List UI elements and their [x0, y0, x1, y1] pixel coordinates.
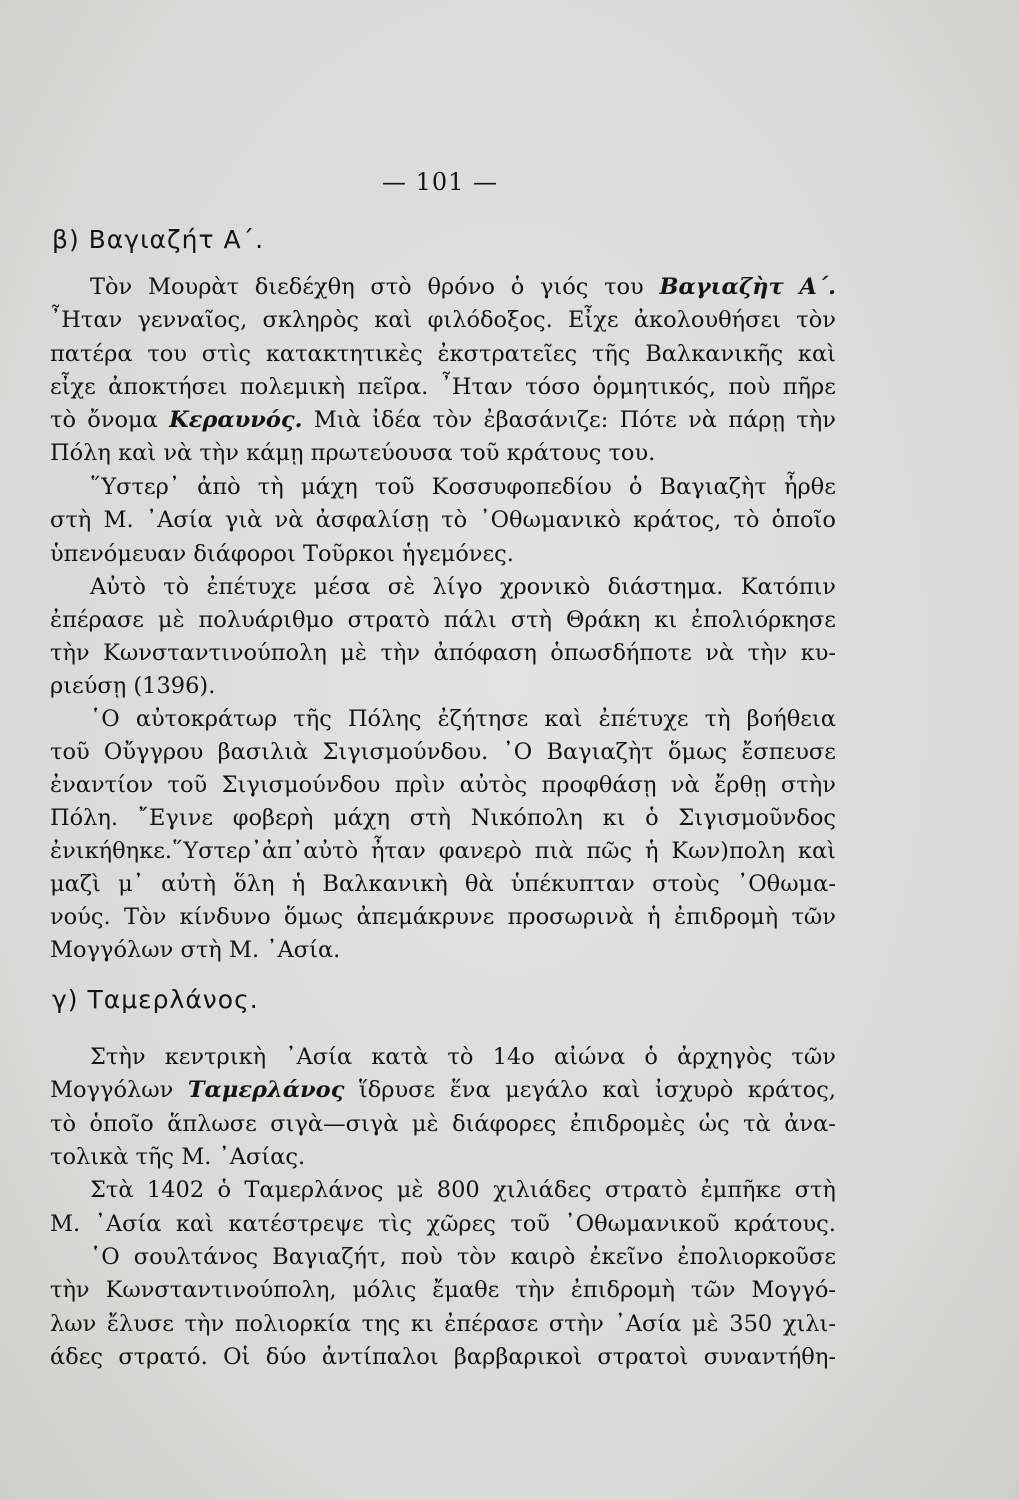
text-line: μαζὶ μ᾽ αὐτὴ ὅλη ἡ Βαλκανικὴ θὰ ὑπέκυπταν στοὺς ᾽Οθωμα- — [50, 871, 836, 897]
text-line: άδες στρατό. Οἱ δύο ἀντίπαλοι βαρβαρικοὶ στρατοὶ συναντήθη- — [50, 1344, 836, 1370]
text-line: ῾Ο σουλτάνος Βαγιαζήτ, ποὺ τὸν καιρὸ ἐκεῖνο ἐπολιορκοῦσε — [90, 1244, 836, 1270]
text-line: εἶχε ἀποκτήσει πολεμικὴ πεῖρα. ῏Ηταν τόσο ὁρμητικός, ποὺ πῆρε — [50, 374, 836, 400]
text-line: τοῦ Οὔγγρου βασιλιὰ Σιγισμούνδου. ᾽Ο Βαγιαζὴτ ὅμως ἔσπευσε — [50, 739, 836, 765]
text-line: ἐνικήθηκε.῞Υστερ᾽ἀπ᾽αὐτὸ ἦταν φανερὸ πιὰ πῶς ἡ Κων)πολη καὶ — [50, 838, 836, 864]
text-line: ῏Ηταν γενναῖος, σκληρὸς καὶ φιλόδοξος. Εἶχε ἀκολουθήσει τὸν — [50, 307, 836, 333]
text-line: Στὴν κεντρικὴ ᾽Ασία κατὰ τὸ 14ο αἰώνα ὁ ἀρχηγὸς τῶν — [90, 1044, 836, 1070]
text-line: ῞Υστερ᾽ ἀπὸ τὴ μάχη τοῦ Κοσσυφοπεδίου ὁ Βαγιαζὴτ ἦρθε — [90, 474, 836, 500]
text-line: Στὰ 1402 ὁ Ταμερλάνος μὲ 800 χιλιάδες στρατὸ ἐμπῆκε στὴ — [90, 1177, 836, 1203]
text-line: Μογγόλων στὴ Μ. ᾽Ασία. — [50, 937, 341, 963]
text-line: νούς. Τὸν κίνδυνο ὅμως ἀπεμάκρυνε προσωρινὰ ἡ ἐπιδρομὴ τῶν — [50, 904, 836, 930]
text-line: τολικὰ τῆς Μ. ᾽Ασίας. — [50, 1144, 306, 1170]
text-line: στὴ Μ. ᾽Ασία γιὰ νὰ ἀσφαλίσῃ τὸ ᾽Οθωμανικὸ κράτος, τὸ ὁποῖο — [50, 507, 836, 533]
page-number: — 101 — — [381, 168, 499, 196]
section-heading-bayezid: β) Βαγιαζήτ Α΄. — [52, 225, 265, 254]
text-line: τὸ ὄνομα Κεραυνός. Μιὰ ἰδέα τὸν ἐβασάνιζε: Πότε νὰ πάρῃ τὴν — [50, 407, 836, 433]
text-line: λων ἔλυσε τὴν πολιορκία της κι ἐπέρασε στὴν ᾽Ασία μὲ 350 χιλι- — [50, 1311, 836, 1337]
section-heading-tamerlane: γ) Ταμερλάνος. — [52, 985, 259, 1014]
text-line: τὴν Κωνσταντινούπολη, μόλις ἔμαθε τὴν ἐπιδρομὴ τῶν Μογγό- — [50, 1277, 836, 1303]
text-line: ῾Ο αὐτοκράτωρ τῆς Πόλης ἐζήτησε καὶ ἐπέτυχε τὴ βοήθεια — [90, 706, 836, 732]
text-line: πατέρα του στὶς κατακτητικὲς ἐκστρατεῖες τῆς Βαλκανικῆς καὶ — [50, 341, 836, 367]
text-line: ριεύσῃ (1396). — [50, 673, 216, 699]
text-line: ἐναντίον τοῦ Σιγισμούνδου πρὶν αὐτὸς προφθάσῃ νὰ ἔρθῃ στὴν — [50, 772, 836, 798]
text-line: Μογγόλων Ταμερλάνος ἵδρυσε ἕνα μεγάλο καὶ ἰσχυρὸ κράτος, — [50, 1077, 836, 1103]
text-line: ὑπενόμευαν διάφοροι Τοῦρκοι ἡγεμόνες. — [50, 541, 514, 567]
text-line: Τὸν Μουρὰτ διεδέχθη στὸ θρόνο ὁ γιός του Βαγιαζὴτ Α΄. — [90, 274, 836, 300]
text-line: Αὐτὸ τὸ ἐπέτυχε μέσα σὲ λίγο χρονικὸ διάστημα. Κατόπιν — [90, 574, 836, 600]
text-line: ἐπέρασε μὲ πολυάριθμο στρατὸ πάλι στὴ Θράκη κι ἐπολιόρκησε — [50, 607, 836, 633]
text-line: τὴν Κωνσταντινούπολη μὲ τὴν ἀπόφαση ὁπωσδήποτε νὰ τὴν κυ- — [50, 640, 836, 666]
text-line: Πόλη. ῎Εγινε φοβερὴ μάχη στὴ Νικόπολη κι ὁ Σιγισμοῦνδος — [50, 805, 836, 831]
text-line: Πόλη καὶ νὰ τὴν κάμῃ πρωτεύουσα τοῦ κράτους του. — [50, 440, 656, 466]
text-line: Μ. ᾽Ασία καὶ κατέστρεψε τὶς χῶρες τοῦ ᾽Οθωμανικοῦ κράτους. — [50, 1211, 836, 1237]
text-line: τὸ ὁποῖο ἅπλωσε σιγὰ—σιγὰ μὲ διάφορες ἐπιδρομὲς ὡς τὰ ἀνα- — [50, 1111, 836, 1137]
